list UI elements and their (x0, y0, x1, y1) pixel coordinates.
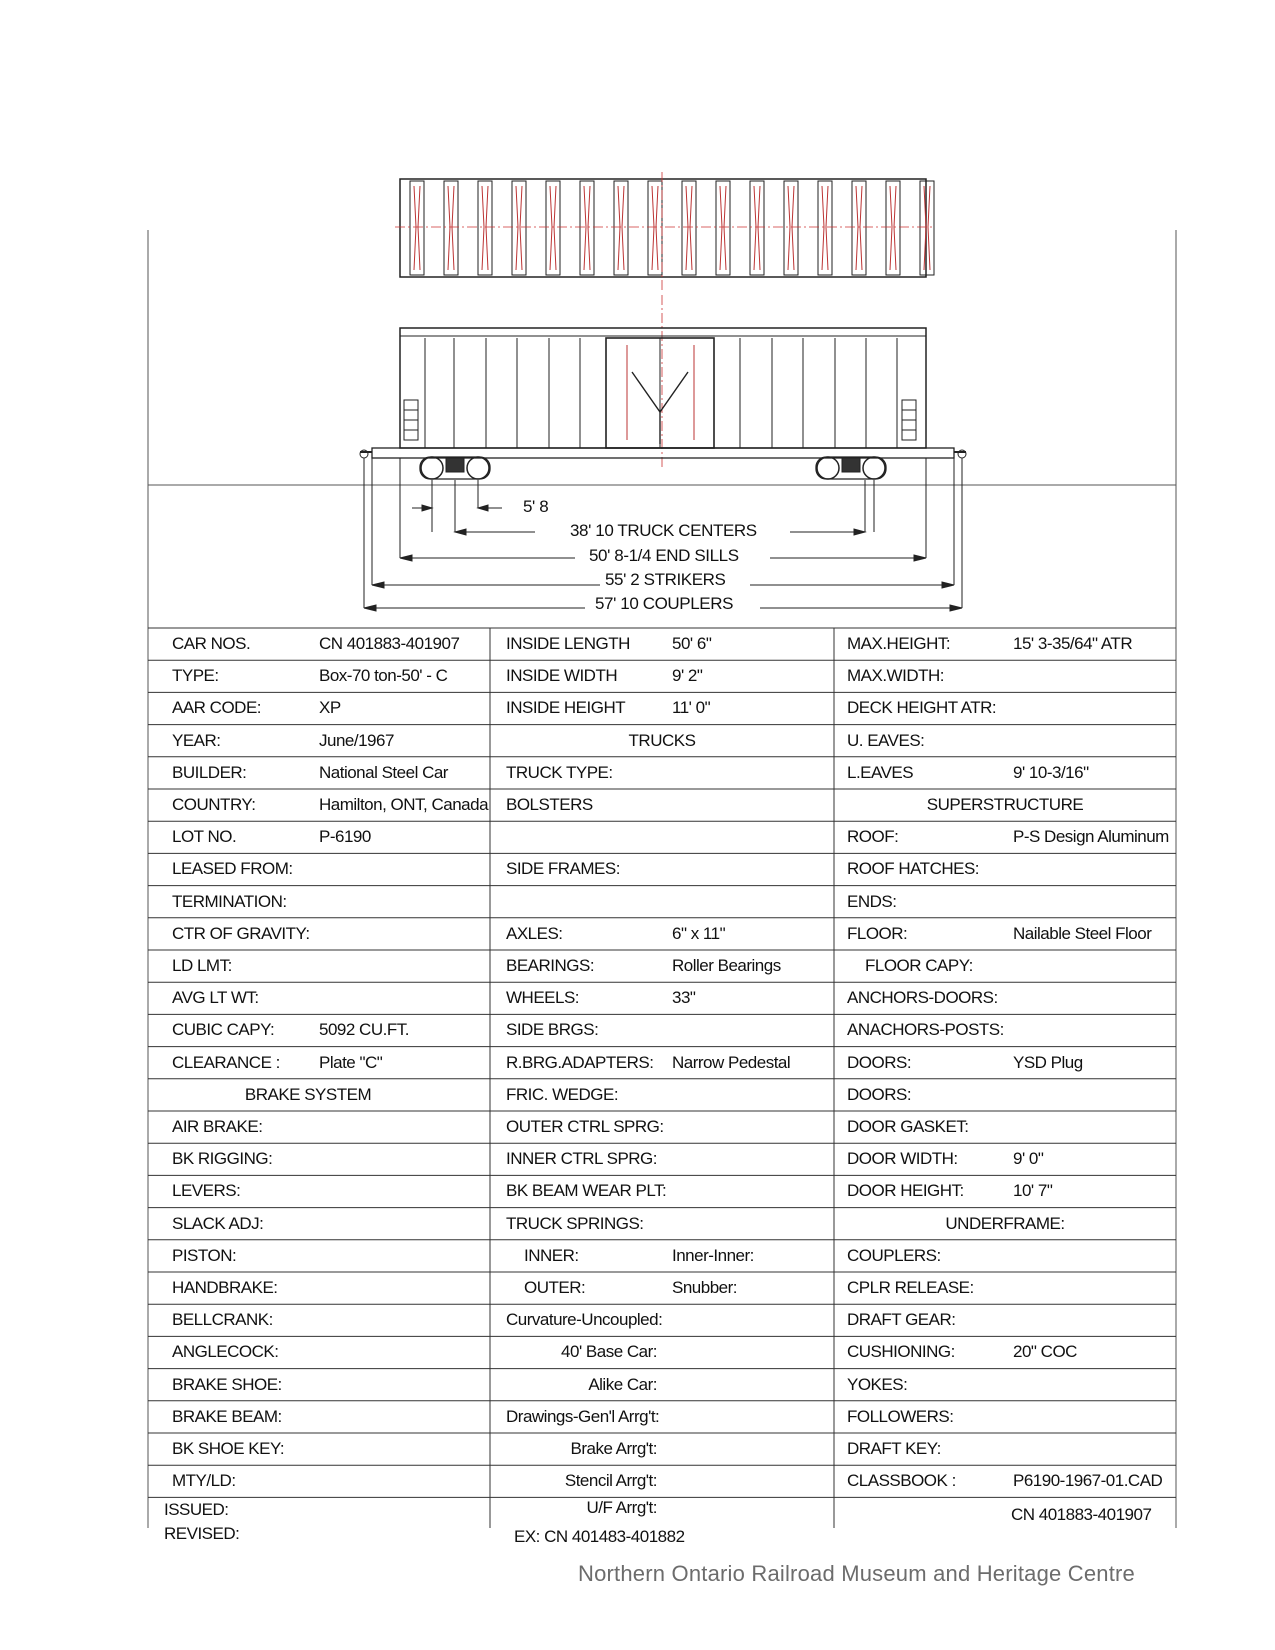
field-label: ANACHORS-POSTS: (847, 1020, 1004, 1040)
section-header: SUPERSTRUCTURE (926, 795, 1084, 814)
field-label: SIDE BRGS: (506, 1020, 599, 1040)
field-value: Inner-Inner: (672, 1245, 754, 1265)
uf-arrangement-label: U/F Arrg't: (586, 1498, 657, 1517)
field-label: INSIDE LENGTH (506, 634, 630, 653)
field-label: SIDE FRAMES: (506, 859, 620, 879)
field-value: 33" (672, 988, 696, 1008)
field-value: 50' 6" (672, 634, 712, 653)
field-value: Roller Bearings (672, 956, 781, 975)
field-value: 5092 CU.FT. (319, 1020, 409, 1040)
field-label: Curvature-Uncoupled: (506, 1310, 663, 1330)
field-label: PISTON: (172, 1245, 237, 1265)
field-label: LEASED FROM: (172, 859, 293, 879)
section-header: UNDERFRAME: (945, 1213, 1065, 1233)
field-label: YOKES: (847, 1374, 908, 1394)
field-value: P-S Design Aluminum (1013, 827, 1169, 847)
dim-end-sills: 50' 8-1/4 END SILLS (585, 546, 743, 566)
classbook-car-numbers: CN 401883-401907 (1011, 1505, 1152, 1524)
field-label: BK SHOE KEY: (172, 1439, 285, 1458)
field-label: Alike Car: (588, 1374, 657, 1394)
field-label: OUTER CTRL SPRG: (506, 1117, 664, 1136)
field-value: 9' 10-3/16" (1013, 762, 1089, 782)
field-label: AAR CODE: (172, 698, 262, 718)
section-header: TRUCKS (628, 730, 696, 750)
field-label: BEARINGS: (506, 956, 595, 975)
field-value: Snubber: (672, 1278, 737, 1297)
field-value: P-6190 (319, 827, 371, 847)
field-label: AXLES: (506, 923, 563, 943)
field-label: CAR NOS. (172, 634, 251, 653)
dim-couplers: 57' 10 COUPLERS (591, 594, 737, 614)
field-label: CTR OF GRAVITY: (172, 923, 310, 943)
field-value: 15' 3-35/64" ATR (1013, 634, 1133, 653)
field-label: DOOR WIDTH: (847, 1149, 958, 1169)
field-label: BELLCRANK: (172, 1310, 273, 1330)
field-label: Brake Arrg't: (570, 1439, 657, 1458)
field-value: Box-70 ton-50' - C (319, 666, 448, 686)
field-label: U. EAVES: (847, 730, 925, 750)
field-label: BK RIGGING: (172, 1149, 273, 1169)
field-label: COUNTRY: (172, 795, 256, 814)
field-label: CUSHIONING: (847, 1342, 955, 1362)
field-label: FOLLOWERS: (847, 1406, 954, 1426)
field-label: L.EAVES (847, 762, 914, 782)
field-label: INNER: (524, 1245, 579, 1265)
field-value: National Steel Car (319, 762, 448, 782)
dim-truck-centers: 38' 10 TRUCK CENTERS (566, 521, 761, 541)
section-header: BRAKE SYSTEM (244, 1084, 372, 1104)
field-label: TRUCK SPRINGS: (506, 1213, 644, 1233)
field-value: June/1967 (319, 730, 394, 750)
revised-label: REVISED: (164, 1524, 240, 1543)
field-value: XP (319, 698, 341, 718)
field-value: 10' 7" (1013, 1181, 1053, 1201)
field-label: MAX.HEIGHT: (847, 634, 951, 653)
field-label: BRAKE BEAM: (172, 1406, 282, 1426)
field-label: ROOF: (847, 827, 899, 847)
field-label: LOT NO. (172, 827, 237, 847)
field-label: DOORS: (847, 1084, 912, 1104)
field-label: DECK HEIGHT ATR: (847, 698, 997, 718)
field-label: DOOR HEIGHT: (847, 1181, 964, 1201)
field-label: MAX.WIDTH: (847, 666, 944, 686)
field-value: Narrow Pedestal (672, 1052, 791, 1072)
field-label: BOLSTERS (506, 795, 593, 814)
field-value: Hamilton, ONT, Canada (319, 795, 489, 814)
field-value: Plate "C" (319, 1052, 383, 1072)
field-label: AVG LT WT: (172, 988, 259, 1008)
field-label: TYPE: (172, 666, 219, 686)
field-label: FLOOR CAPY: (865, 956, 973, 975)
field-label: DRAFT KEY: (847, 1439, 941, 1458)
truck-right (816, 457, 886, 479)
field-label: ROOF HATCHES: (847, 859, 980, 879)
field-value: P6190-1967-01.CAD (1013, 1471, 1163, 1491)
field-label: Drawings-Gen'l Arrg't: (506, 1406, 660, 1426)
field-value: CN 401883-401907 (319, 634, 460, 653)
field-label: COUPLERS: (847, 1245, 941, 1265)
side-elevation-view (360, 295, 966, 479)
field-label: ENDS: (847, 891, 897, 911)
field-label: FRIC. WEDGE: (506, 1084, 619, 1104)
field-label: DRAFT GEAR: (847, 1310, 956, 1330)
field-label: SLACK ADJ: (172, 1213, 264, 1233)
issued-label: ISSUED: (164, 1500, 229, 1519)
field-label: DOOR GASKET: (847, 1117, 969, 1136)
field-label: FLOOR: (847, 923, 908, 943)
field-label: INSIDE WIDTH (506, 666, 618, 686)
dim-truck-wheelbase: 5' 8 (519, 497, 552, 517)
roof-plan-view (395, 172, 934, 290)
footer-credit: Northern Ontario Railroad Museum and Heritage Centre (578, 1561, 1135, 1586)
field-label: R.BRG.ADAPTERS: (506, 1052, 654, 1072)
field-label: AIR BRAKE: (172, 1117, 263, 1136)
field-label: CPLR RELEASE: (847, 1278, 974, 1297)
field-label: HANDBRAKE: (172, 1278, 278, 1297)
field-label: BRAKE SHOE: (172, 1374, 282, 1394)
field-label: CUBIC CAPY: (172, 1020, 275, 1040)
truck-left (420, 457, 490, 479)
field-label: CLEARANCE : (172, 1052, 280, 1072)
field-label: DOORS: (847, 1052, 912, 1072)
field-value: Nailable Steel Floor (1013, 923, 1152, 943)
field-label: OUTER: (524, 1278, 586, 1297)
field-label: TRUCK TYPE: (506, 762, 613, 782)
field-label: 40' Base Car: (561, 1342, 657, 1362)
field-label: INNER CTRL SPRG: (506, 1149, 658, 1169)
field-label: WHEELS: (506, 988, 580, 1008)
field-label: YEAR: (172, 730, 221, 750)
field-value: YSD Plug (1013, 1052, 1083, 1072)
dim-strikers: 55' 2 STRIKERS (601, 570, 729, 590)
field-label: Stencil Arrg't: (564, 1471, 657, 1491)
field-label: TERMINATION: (172, 891, 287, 911)
field-label: INSIDE HEIGHT (506, 698, 626, 718)
field-label: BK BEAM WEAR PLT: (506, 1181, 667, 1201)
ex-car-numbers: EX: CN 401483-401882 (514, 1527, 685, 1546)
field-value: 9' 2" (672, 666, 703, 686)
field-label: ANCHORS-DOORS: (847, 988, 998, 1008)
field-label: ANGLECOCK: (172, 1342, 279, 1362)
field-value: 6" x 11" (672, 923, 726, 943)
field-value: 20" COC (1013, 1342, 1077, 1362)
field-value: 9' 0" (1013, 1149, 1044, 1169)
field-label: LEVERS: (172, 1181, 241, 1201)
field-value: 11' 0" (672, 698, 711, 718)
field-label: CLASSBOOK : (847, 1471, 956, 1491)
field-label: LD LMT: (172, 956, 232, 975)
field-label: MTY/LD: (172, 1471, 236, 1491)
field-label: BUILDER: (172, 762, 247, 782)
